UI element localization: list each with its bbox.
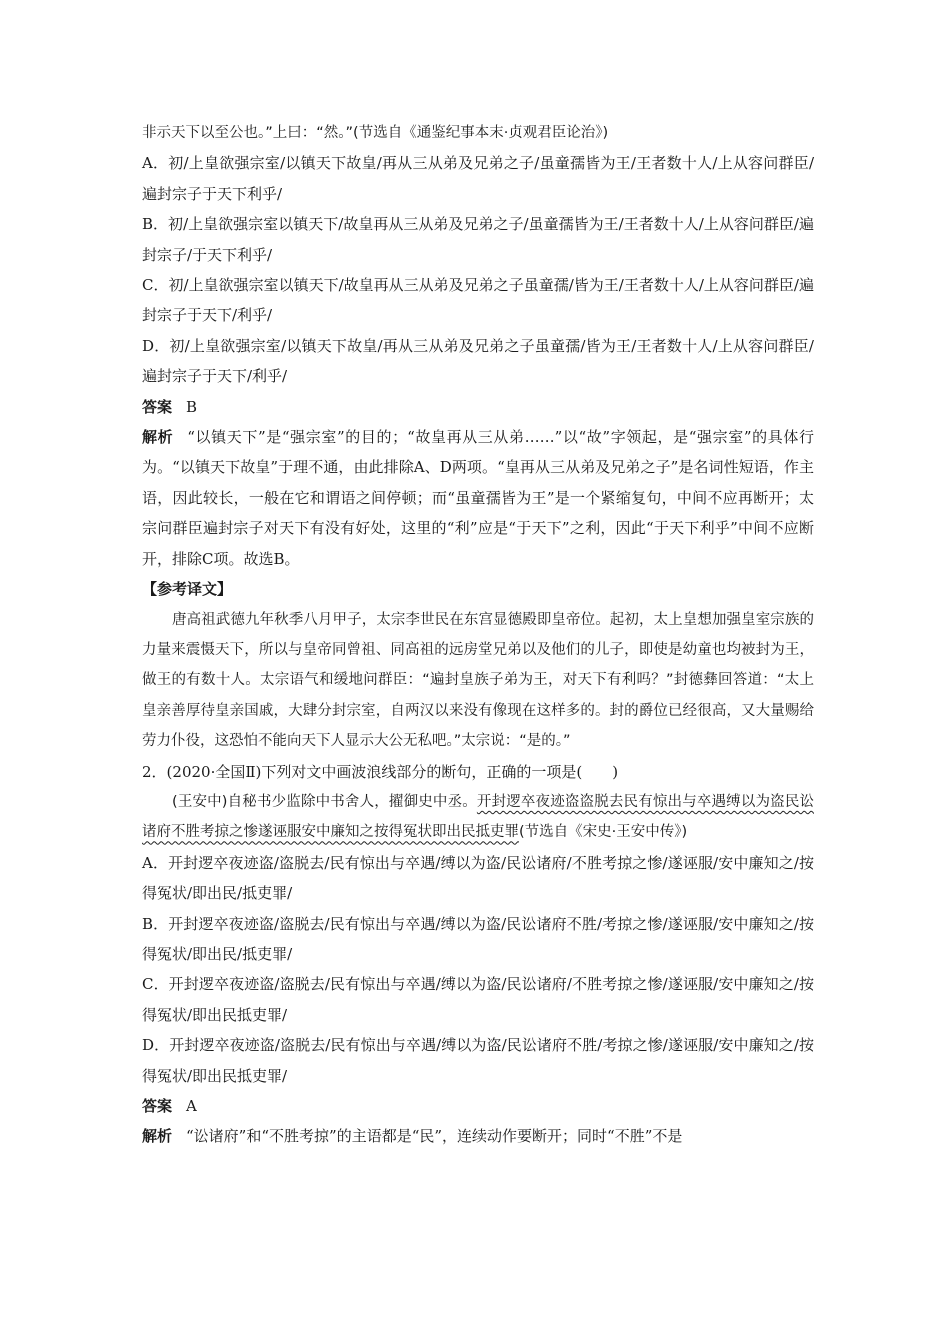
passage-wavy-underlined: 开封逻卒夜迹盗盗脱去民有惊出与卒遇缚以为盗民讼诸府不胜考掠之惨遂诬服安中廉知之按得冤状即出民抵吏罪 [142, 793, 814, 841]
q1-option-a: A．初/上皇欲强宗室/以镇天下故皇/再从三从弟及兄弟之子/虽童孺皆为王/王者数十人/上从容问群臣/遍封宗子于天下利乎/ [142, 154, 814, 203]
answer-label: 答案 [142, 397, 173, 416]
answer-label: 答案 [142, 1097, 173, 1115]
translation-text: 唐高祖武德九年秋季八月甲子，太宗李世民在东宫显德殿即皇帝位。起初，太上皇想加强皇室宗族的力量来震慑天下，所以与皇帝同曾祖、同高祖的远房堂兄弟以及他们的儿子，即使是幼童也均被封为王，做王的有数十人。太宗语气和缓地问群臣：“遍封皇族子弟为王，对天下有利吗？”封德彝回答道：“太上皇亲善厚待皇亲国戚，大肆分封宗室，自两汉以来没有像现在这样多的。封的爵位已经很高，又大量赐给劳力仆役，这恐怕不能向天下人显示大公无私吧。”太宗说：“是的。” [142, 611, 814, 750]
q1-answer [142, 392, 814, 422]
analysis-label: 解析 [142, 1127, 173, 1146]
previous-passage-end: 非示天下以至公也。”上曰：“然。”(节选自《通鉴纪事本末·贞观君臣论治》) [142, 125, 609, 141]
analysis-label: 解析 [142, 428, 174, 447]
document-page [142, 118, 814, 1152]
q2-analysis [142, 1121, 814, 1151]
q2-option-c: C．开封逻卒夜迹盗/盗脱去/民有惊出与卒遇/缚以为盗/民讼诸府/不胜考掠之惨/遂诬服/安中廉知之/按得冤状/即出民抵吏罪/ [142, 975, 814, 1024]
answer-value: A [186, 1097, 197, 1115]
q2-option-b: B．开封逻卒夜迹盗/盗脱去/民有惊出与卒遇/缚以为盗/民讼诸府不胜/考掠之惨/遂诬服/安中廉知之/按得冤状/即出民/抵吏罪/ [142, 914, 814, 963]
q1-option-b: B．初/上皇欲强宗室以镇天下/故皇再从三从弟及兄弟之子/虽童孺皆为王/王者数十人/上从容问群臣/遍封宗子/于天下利乎/ [142, 215, 814, 264]
q2-option-d: D．开封逻卒夜迹盗/盗脱去/民有惊出与卒遇/缚以为盗/民讼诸府不胜/考掠之惨/遂诬服/安中廉知之/按得冤状/即出民抵吏罪/ [142, 1036, 814, 1085]
q2-option-a: A．开封逻卒夜迹盗/盗脱去/民有惊出与卒遇/缚以为盗/民讼诸府/不胜考掠之惨/遂诬服/安中廉知之/按得冤状/即出民/抵吏罪/ [142, 853, 814, 903]
passage-source: (节选自《宋史·王安中传》) [519, 824, 688, 841]
q1-option-c: C．初/上皇欲强宗室以镇天下/故皇再从三从弟及兄弟之子虽童孺/皆为王/王者数十人/上从容问群臣/遍封宗子于天下/利乎/ [142, 276, 814, 325]
analysis-text: “以镇天下”是“强宗室”的目的；“故皇再从三从弟……”以“故”字领起，是“强宗室”的具体行为。“以镇天下故皇”于理不通，由此排除A、D两项。“皇再从三从弟及兄弟之子”是名词性短语，作主语，因此较长，一般在它和谓语之间停顿；而“虽童孺皆为王”是一个紧缩复句，中间不应再断开；太宗问群臣遍封宗子对天下有没有好处，这里的“利”应是“于天下”之利，因此“于天下利乎”中间不应断开，排除C项。故选B。 [142, 428, 814, 568]
translation-heading: 【参考译文】 [142, 580, 233, 599]
q2-answer [142, 1091, 814, 1121]
answer-value: B [186, 397, 198, 416]
q1-option-d: D．初/上皇欲强宗室/以镇天下故皇/再从三从弟及兄弟之子虽童孺/皆为王/王者数十人/上从容问群臣/遍封宗子于天下/利乎/ [142, 336, 814, 386]
passage-intro: (王安中)自秘书少监除中书舍人，擢御史中丞。 [172, 793, 477, 810]
q2-passage [142, 787, 814, 848]
analysis-text: “讼诸府”和“不胜考掠”的主语都是“民”，连续动作要断开；同时“不胜”不是 [186, 1127, 683, 1146]
q1-analysis [142, 422, 814, 574]
q2-stem: 2．(2020·全国Ⅱ)下列对文中画波浪线部分的断句，正确的一项是( ) [142, 762, 619, 781]
